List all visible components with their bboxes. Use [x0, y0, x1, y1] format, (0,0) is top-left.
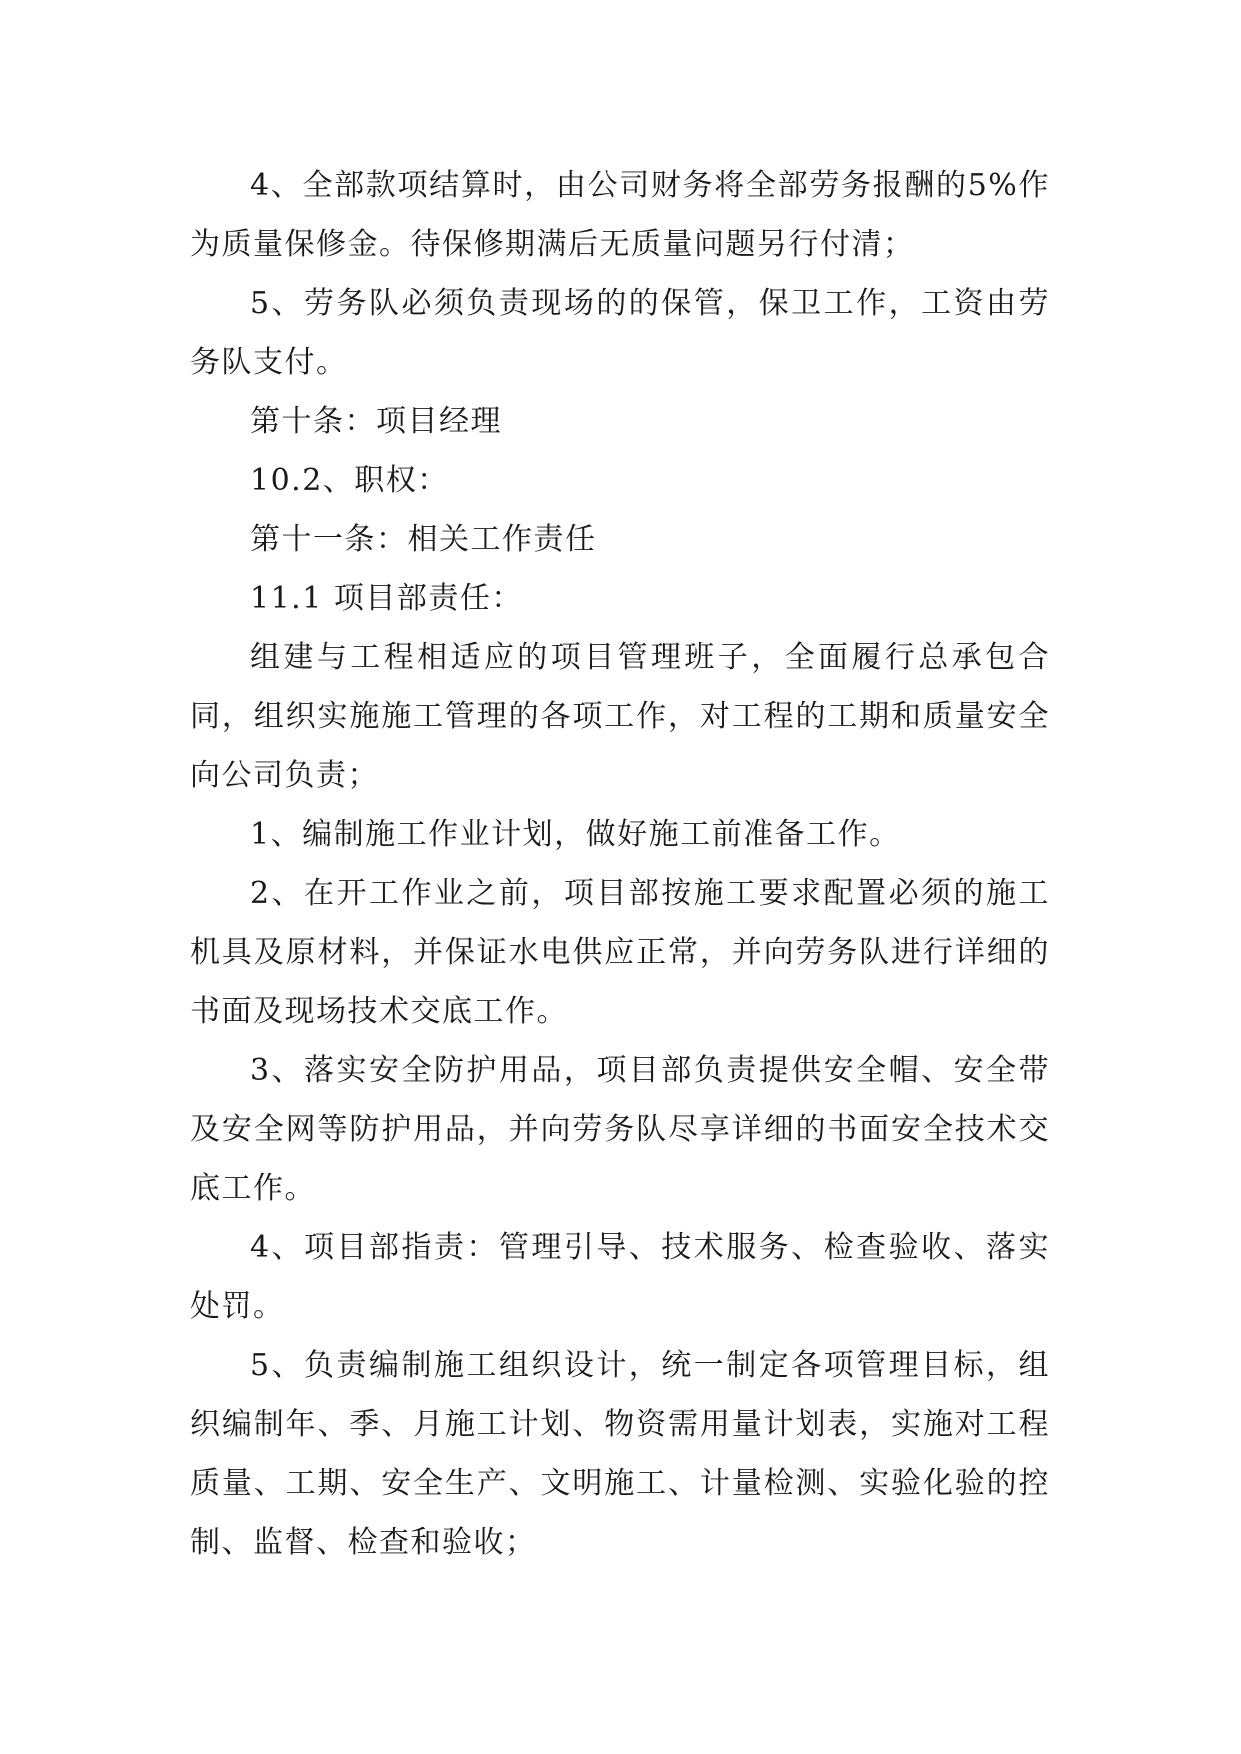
- heading-article-10: 第十条：项目经理: [250, 404, 502, 439]
- paragraph-project-team: 组建与工程相适应的项目管理班子，全面履行总承包合同，组织实施施工管理的各项工作，对工程的工期和质量安全向公司负责；: [190, 640, 1050, 793]
- paragraph-quality-warranty: 4、全部款项结算时，由公司财务将全部劳务报酬的5%作为质量保修金。待保修期满后无质量问题另行付清；: [190, 168, 1050, 262]
- paragraph-item-5: 5、负责编制施工组织设计，统一制定各项管理目标，组织编制年、季、月施工计划、物资需用量计划表，实施对工程质量、工期、安全生产、文明施工、计量检测、实验化验的控制、监督、检查和验收；: [190, 1348, 1050, 1560]
- paragraph-item-3: 3、落实安全防护用品，项目部负责提供安全帽、安全带及安全网等防护用品，并向劳务队尽享详细的书面安全技术交底工作。: [190, 1053, 1050, 1206]
- paragraph-labor-team-custody: 5、劳务队必须负责现场的的保管，保卫工作，工资由劳务队支付。: [190, 286, 1050, 380]
- heading-article-11: 第十一条：相关工作责任: [250, 522, 597, 557]
- paragraph-item-4: 4、项目部指责：管理引导、技术服务、检查验收、落实处罚。: [190, 1230, 1050, 1324]
- paragraph-item-2: 2、在开工作业之前，项目部按施工要求配置必须的施工机具及原材料，并保证水电供应正常，并向劳务队进行详细的书面及现场技术交底工作。: [190, 876, 1050, 1029]
- heading-section-11-1: 11.1 项目部责任：: [250, 581, 523, 616]
- document-body: [190, 156, 1050, 1572]
- paragraph-item-1: 1、编制施工作业计划，做好施工前准备工作。: [250, 817, 901, 852]
- heading-section-10-2: 10.2、职权：: [250, 463, 449, 498]
